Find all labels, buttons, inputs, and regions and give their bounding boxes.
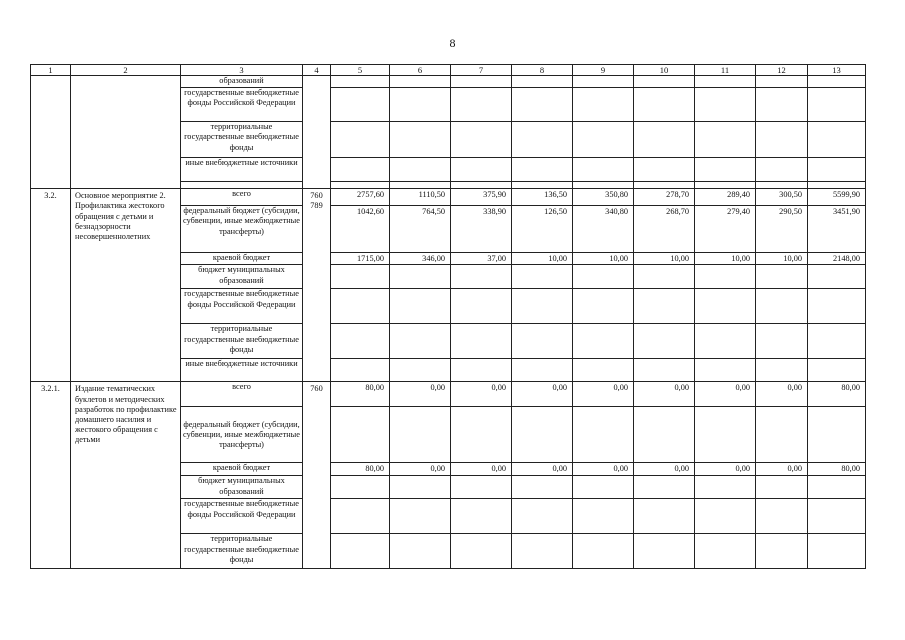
value-cell: 10,00 (573, 253, 634, 265)
column-number: 7 (451, 65, 512, 76)
table-row (31, 189, 866, 206)
column-number: 3 (181, 65, 303, 76)
value-cell: 0,00 (451, 463, 512, 476)
source-label: территориальные государственные внебюджетные фонды (181, 534, 303, 569)
code-cell (303, 76, 331, 189)
code-value: 789 (310, 201, 323, 211)
source-label: образований (181, 76, 303, 88)
value-cell: 5599,90 (808, 189, 866, 206)
source-label: федеральный бюджет (субсидии, субвенции, иные межбюджетные трансферты) (181, 206, 303, 253)
value-cell: 0,00 (390, 382, 451, 407)
table-row (31, 76, 866, 88)
column-number: 6 (390, 65, 451, 76)
column-number: 1 (31, 65, 71, 76)
value-cell: 0,00 (512, 382, 573, 407)
item-title: Издание тематических буклетов и методических разработок по профилактике домашнего насилия и жестокого обращения с детьми (71, 382, 181, 569)
value-cell: 764,50 (390, 206, 451, 253)
value-cell: 10,00 (512, 253, 573, 265)
item-number: 3.2.1. (31, 382, 71, 569)
source-label: федеральный бюджет (субсидии, субвенции, иные межбюджетные трансферты) (181, 407, 303, 463)
value-cell: 278,70 (634, 189, 695, 206)
code-cell (303, 189, 331, 382)
column-number: 13 (808, 65, 866, 76)
value-cell: 0,00 (756, 463, 808, 476)
source-label: всего (181, 382, 303, 407)
value-cell: 0,00 (695, 463, 756, 476)
column-number: 10 (634, 65, 695, 76)
budget-table (30, 64, 866, 569)
value-cell: 37,00 (451, 253, 512, 265)
value-cell: 0,00 (634, 463, 695, 476)
value-cell: 0,00 (573, 463, 634, 476)
source-label: иные внебюджетные источники (181, 359, 303, 382)
item-number: 3.2. (31, 189, 71, 382)
value-cell: 0,00 (390, 463, 451, 476)
value-cell: 0,00 (451, 382, 512, 407)
source-label: государственные внебюджетные фонды Российской Федерации (181, 499, 303, 534)
value-cell: 2148,00 (808, 253, 866, 265)
source-label: всего (181, 189, 303, 206)
column-number: 11 (695, 65, 756, 76)
value-cell: 0,00 (634, 382, 695, 407)
source-label: государственные внебюджетные фонды Российской Федерации (181, 289, 303, 324)
column-number: 4 (303, 65, 331, 76)
item-title: Основное мероприятие 2. Профилактика жестокого обращения с детьми и безнадзорности несовершеннолетних (71, 189, 181, 382)
value-cell: 289,40 (695, 189, 756, 206)
value-cell: 0,00 (695, 382, 756, 407)
value-cell: 1110,50 (390, 189, 451, 206)
source-label: территориальные государственные внебюджетные фонды (181, 122, 303, 158)
value-cell: 2757,60 (331, 189, 390, 206)
code-value: 760 (310, 191, 323, 201)
source-label: государственные внебюджетные фонды Российской Федерации (181, 88, 303, 122)
item-title-cell (71, 76, 181, 189)
value-cell: 0,00 (756, 382, 808, 407)
value-cell: 126,50 (512, 206, 573, 253)
source-label: краевой бюджет (181, 253, 303, 265)
value-cell: 268,70 (634, 206, 695, 253)
item-number-cell (31, 76, 71, 189)
value-cell: 1042,60 (331, 206, 390, 253)
value-cell: 0,00 (512, 463, 573, 476)
value-cell: 80,00 (808, 382, 866, 407)
source-label: краевой бюджет (181, 463, 303, 476)
column-number: 12 (756, 65, 808, 76)
source-label: территориальные государственные внебюджетные фонды (181, 324, 303, 359)
value-cell: 80,00 (808, 463, 866, 476)
value-cell: 10,00 (695, 253, 756, 265)
page-number: 8 (449, 36, 456, 50)
value-cell: 1715,00 (331, 253, 390, 265)
value-cell: 136,50 (512, 189, 573, 206)
value-cell: 290,50 (756, 206, 808, 253)
source-label: бюджет муниципальных образований (181, 265, 303, 289)
value-cell: 340,80 (573, 206, 634, 253)
value-cell: 346,00 (390, 253, 451, 265)
table-row (31, 382, 866, 407)
value-cell: 80,00 (331, 463, 390, 476)
value-cell: 300,50 (756, 189, 808, 206)
value-cell: 375,90 (451, 189, 512, 206)
value-cell: 10,00 (634, 253, 695, 265)
value-cell: 0,00 (573, 382, 634, 407)
value-cell: 350,80 (573, 189, 634, 206)
column-number: 8 (512, 65, 573, 76)
column-number: 9 (573, 65, 634, 76)
column-number-row (31, 65, 866, 76)
source-label: иные внебюджетные источники (181, 158, 303, 182)
value-cell: 3451,90 (808, 206, 866, 253)
value-cell: 10,00 (756, 253, 808, 265)
value-cell: 80,00 (331, 382, 390, 407)
column-number: 2 (71, 65, 181, 76)
code-value: 760 (303, 382, 331, 569)
value-cell: 338,90 (451, 206, 512, 253)
column-number: 5 (331, 65, 390, 76)
value-cell: 279,40 (695, 206, 756, 253)
source-label: бюджет муниципальных образований (181, 476, 303, 499)
